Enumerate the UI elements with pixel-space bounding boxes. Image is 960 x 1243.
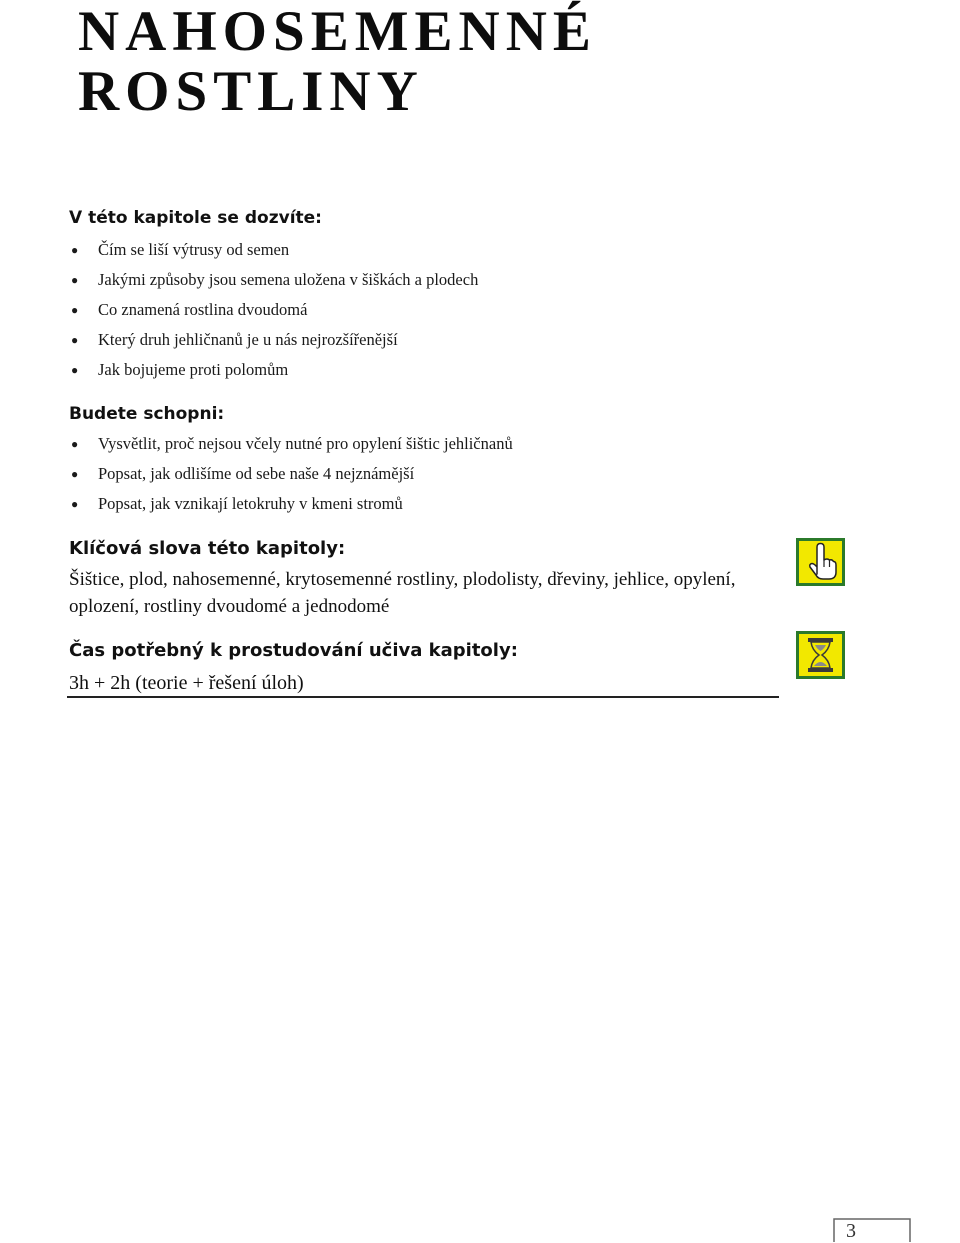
keywords-text: Šištice, plod, nahosemenné, krytosemenné rostliny, plodolisty, dřeviny, jehlice, opylení, oplození, rostliny dvoudomé a jednodomé [69,569,736,617]
list-item: ● Co znamená rostlina dvoudomá [69,295,478,325]
page-number-frame [833,1218,911,1242]
page-number: 3 [846,1220,856,1242]
keywords-heading: Klíčová slova této kapitoly: [69,538,346,559]
bullet-icon: ● [71,363,79,377]
able-heading: Budete schopni: [69,404,225,424]
bullet-icon: ● [71,243,79,257]
list-item: ● Jak bojujeme proti polomům [69,355,478,385]
chapter-title [78,2,597,122]
bullet-icon: ● [71,497,79,511]
list-item: ● Čím se liší výtrusy od semen [69,235,478,265]
hourglass-icon [796,631,845,679]
learn-heading: V této kapitole se dozvíte: [69,208,322,228]
bullet-icon: ● [71,467,79,481]
list-item: ● Který druh jehličnanů je u nás nejrozšířenější [69,325,478,355]
able-list [69,429,513,519]
section-divider [67,696,779,698]
list-item: ● Vysvětlit, proč nejsou včely nutné pro opylení šištic jehličnanů [69,429,513,459]
list-item: ● Popsat, jak odlišíme od sebe naše 4 nejznámější [69,459,513,489]
bullet-icon: ● [71,437,79,451]
learn-list [69,235,478,385]
chapter-title-line-2: ROSTLINY [78,60,424,123]
bullet-icon: ● [71,273,79,287]
chapter-title-line-1: NAHOSEMENNÉ [78,0,597,63]
list-item: ● Jakými způsoby jsou semena uložena v šiškách a plodech [69,265,478,295]
bullet-icon: ● [71,333,79,347]
time-text: 3h + 2h (teorie + řešení úloh) [69,672,304,694]
bullet-icon: ● [71,303,79,317]
list-item: ● Popsat, jak vznikají letokruhy v kmeni stromů [69,489,513,519]
time-heading: Čas potřebný k prostudování učiva kapitoly: [69,640,518,661]
pointing-finger-icon [796,538,845,586]
